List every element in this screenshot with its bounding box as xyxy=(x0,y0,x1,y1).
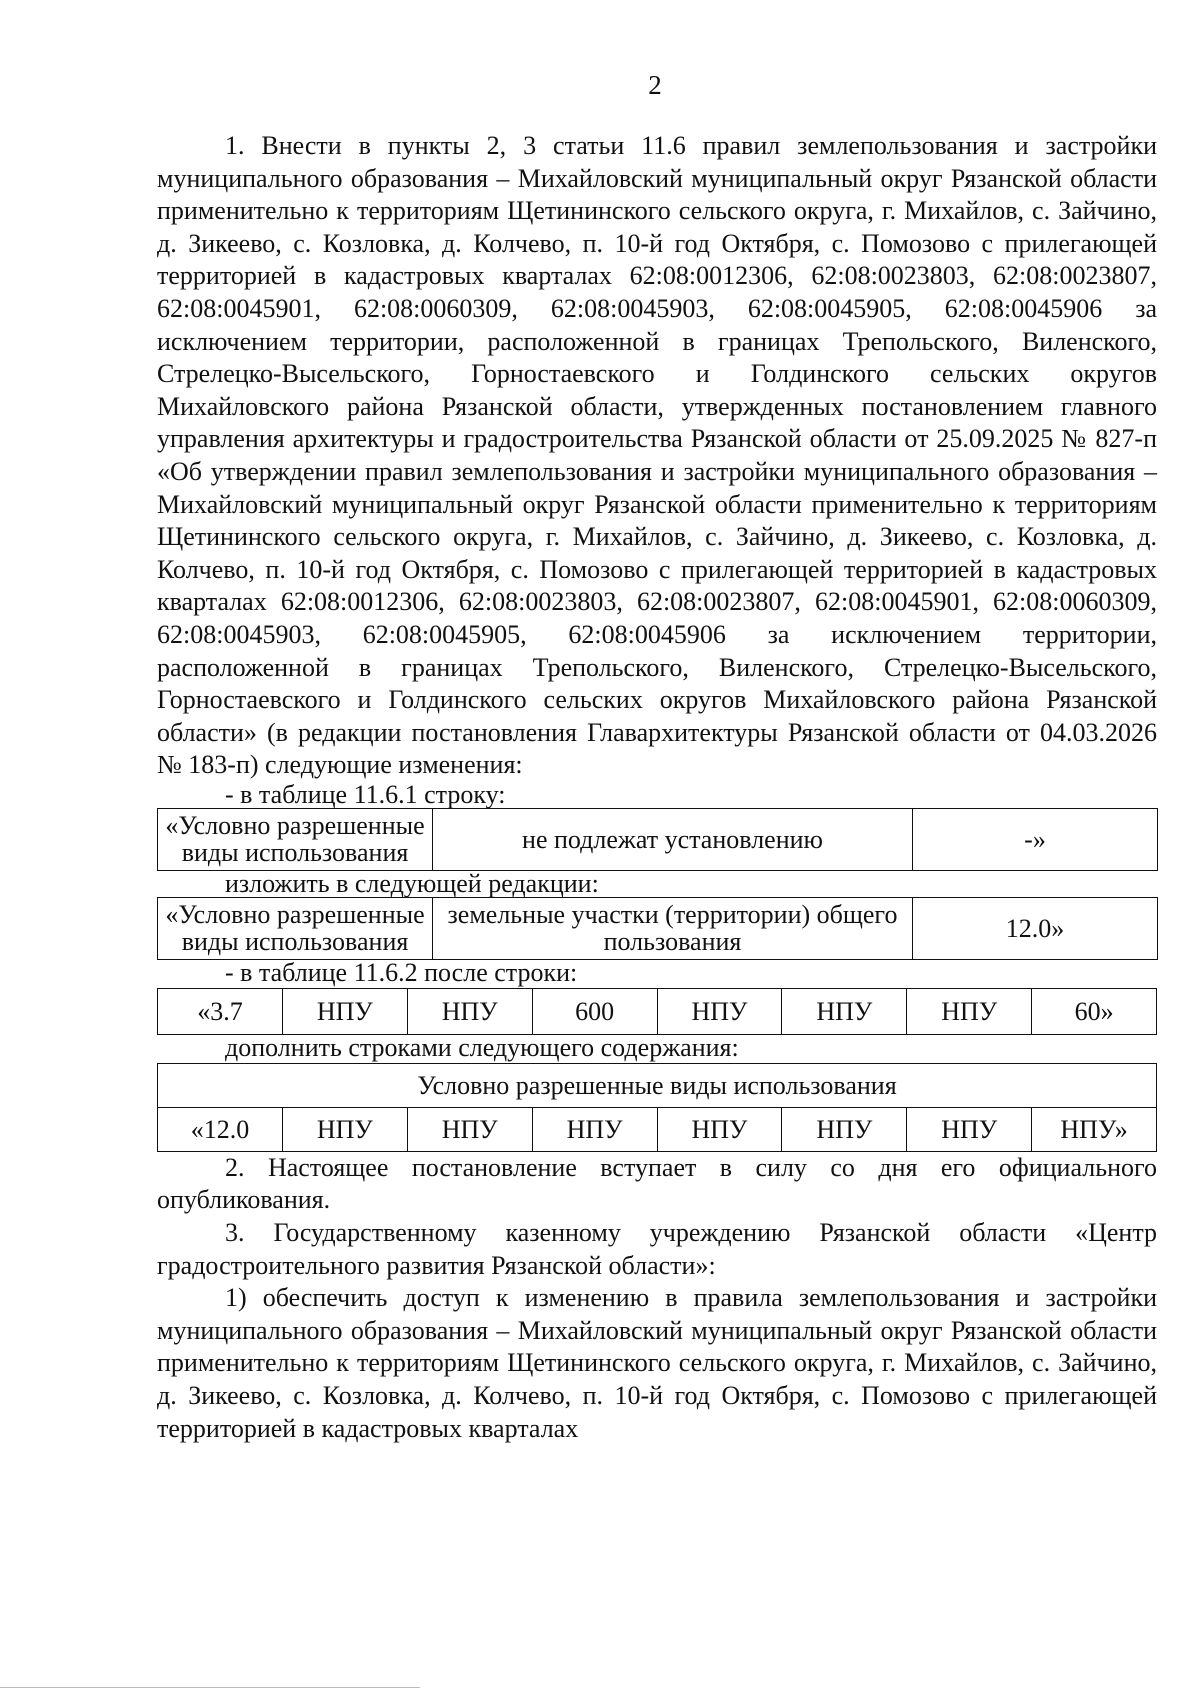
table-cell: земельные участки (территории) общего пользования xyxy=(433,897,913,959)
table-cell: «12.0 xyxy=(158,1107,283,1151)
table-header-cell: Условно разрешенные виды использования xyxy=(158,1063,1157,1107)
table-cell: НПУ» xyxy=(1032,1107,1157,1151)
paragraph-3: 3. Государственному казенному учреждению Рязанской области «Центр градостроительного развития Рязанской области»: xyxy=(157,1218,1157,1280)
table-cell: -» xyxy=(913,808,1158,870)
scan-edge-line xyxy=(0,1687,420,1688)
table-cell: НПУ xyxy=(782,988,907,1034)
table-cell: НПУ xyxy=(657,1107,782,1151)
table-lead-2: изложить в следующей редакции: xyxy=(225,868,599,898)
table-cell: НПУ xyxy=(907,988,1032,1034)
table-lead-4: дополнить строками следующего содержания: xyxy=(225,1032,739,1062)
table-cell: 60» xyxy=(1032,988,1157,1034)
table-cell: НПУ xyxy=(282,988,407,1034)
table-cell: НПУ xyxy=(407,1107,532,1151)
table-cell: НПУ xyxy=(782,1107,907,1151)
table-11-6-2-added-rows xyxy=(157,1063,1157,1152)
table-cell: НПУ xyxy=(532,1107,657,1151)
page-number: 2 xyxy=(648,70,662,100)
table-lead-1: - в таблице 11.6.1 строку: xyxy=(225,779,506,809)
table-cell: НПУ xyxy=(657,988,782,1034)
table-row xyxy=(158,897,1158,959)
table-cell: «Условно разрешенные виды использования xyxy=(158,897,433,959)
table-cell: не подлежат установлению xyxy=(433,808,913,870)
table-cell: 600 xyxy=(532,988,657,1034)
table-cell: 12.0» xyxy=(913,897,1158,959)
table-cell: «Условно разрешенные виды использования xyxy=(158,808,433,870)
paragraph-4: 1) обеспечить доступ к изменению в правила землепользования и застройки муниципального образования – Михайловский муниципальный округ Рязанской области применительно к территориям Щетининского сельского округа, г. Михайлов, с. Зайчино, д. Зикеево, с. Козловка, д. Колчево, п. 10-й год Октября, с. Помозово с прилегающей территорией в кадастровых кварталах xyxy=(157,1283,1157,1443)
paragraph-1: 1. Внести в пункты 2, 3 статьи 11.6 правил землепользования и застройки муниципального образования – Михайловский муниципальный округ Рязанской области применительно к территориям Щетининского сельского округа, г. Михайлов, с. Зайчино, д. Зикеево, с. Козловка, д. Колчево, п. 10-й год Октября, с. Помозово с прилегающей территорией в кадастровых кварталах 62:08:0012306, 62:08:0023803, 62:08:0023807, 62:08:0045901, 62:08:0060309, 62:08:0045903, 62:08:0045905, 62:08:0045906 за исключением территории, расположенной в границах Трепольского, Виленского, Стрелецко-Высельского, Горностаевского и Голдинского сельских округов Михайловского района Рязанской области, утвержденных постановлением главного управления архитектуры и градостроительства Рязанской области от 25.09.2025 № 827-п «Об утверждении правил землепользования и застройки муниципального образования – Михайловский муниципальный округ Рязанской области применительно к территориям Щетининского сельского округа, г. Михайлов, с. Зайчино, д. Зикеево, с. Козловка, д. Колчево, п. 10-й год Октября, с. Помозово с прилегающей территорией в кадастровых кварталах 62:08:0012306, 62:08:0023803, 62:08:0023807, 62:08:0045901, 62:08:0060309, 62:08:0045903, 62:08:0045905, 62:08:0045906 за исключением территории, расположенной в границах Трепольского, Виленского, Стрелецко-Высельского, Горностаевского и Голдинского сельских округов Михайловского района Рязанской области» (в редакции постановления Главархитектуры Рязанской области от 04.03.2026 № 183-п) следующие изменения: xyxy=(157,131,1157,780)
table-cell: НПУ xyxy=(407,988,532,1034)
table-row xyxy=(158,988,1157,1034)
table-row xyxy=(158,808,1158,870)
table-11-6-2-after-row xyxy=(157,988,1157,1035)
document-body xyxy=(157,130,1157,1445)
table-header-row xyxy=(158,1063,1157,1107)
table-cell: «3.7 xyxy=(158,988,283,1034)
table-cell: НПУ xyxy=(282,1107,407,1151)
table-cell: НПУ xyxy=(907,1107,1032,1151)
table-row xyxy=(158,1107,1157,1151)
table-11-6-1-new-row xyxy=(157,897,1158,960)
table-lead-3: - в таблице 11.6.2 после строки: xyxy=(225,957,578,987)
paragraph-2: 2. Настоящее постановление вступает в силу со дня его официального опубликования. xyxy=(157,1152,1157,1215)
table-11-6-1-old-row xyxy=(157,808,1158,871)
